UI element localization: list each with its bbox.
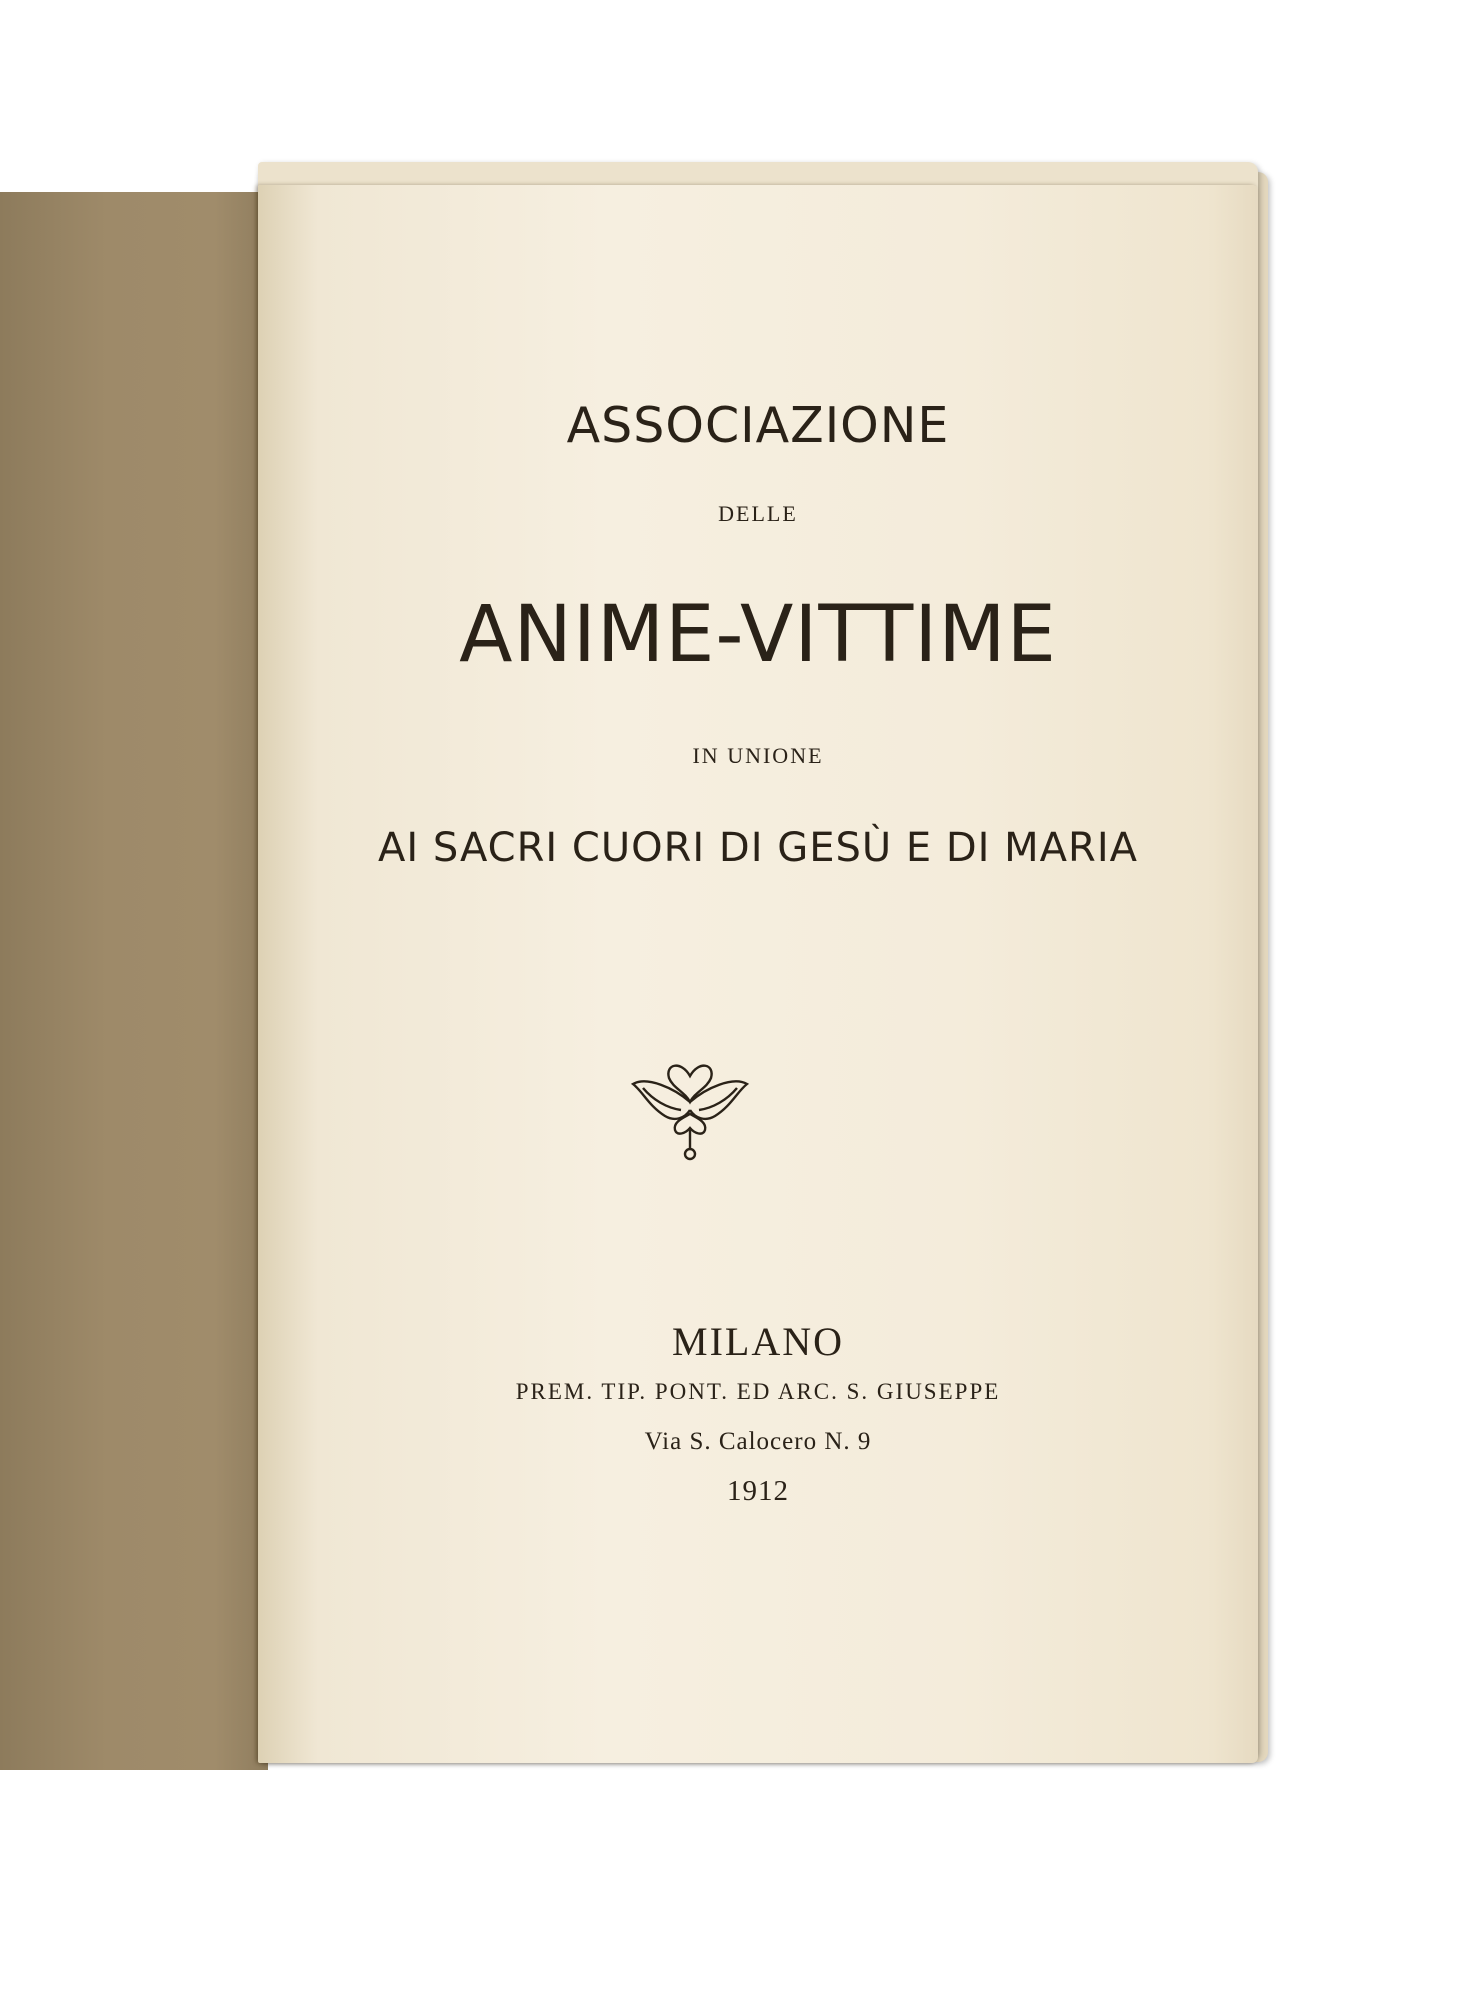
printer: PREM. TIP. PONT. ED ARC. S. GIUSEPPE	[515, 1379, 1001, 1404]
title-page-text	[258, 185, 1258, 1763]
association-heading: ASSOCIAZIONE	[566, 397, 950, 454]
year: 1912	[727, 1475, 789, 1507]
booklet-cover-left	[0, 192, 268, 1770]
city: MILANO	[672, 1319, 844, 1364]
delle-line: DELLE	[718, 501, 798, 526]
subtitle: AI SACRI CUORI DI GESÙ E DI MARIA	[378, 825, 1138, 871]
main-title: ANIME-VITTIME	[459, 590, 1057, 680]
address: Via S. Calocero N. 9	[644, 1428, 872, 1455]
in-unione-line: IN UNIONE	[692, 743, 824, 768]
heart-ornament-icon	[629, 1058, 751, 1163]
